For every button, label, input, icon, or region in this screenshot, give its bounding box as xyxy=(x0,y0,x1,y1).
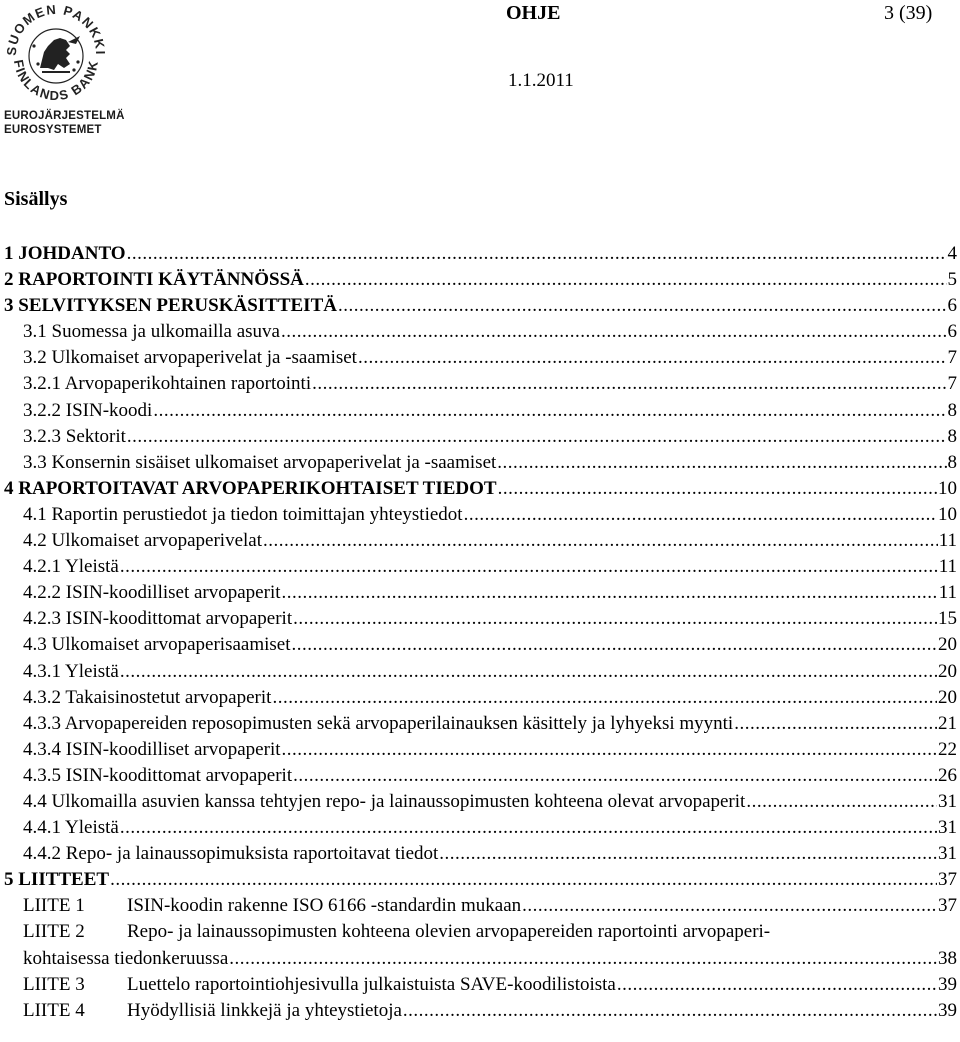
toc-page: 6 xyxy=(947,295,957,317)
toc-page: 4 xyxy=(947,243,957,264)
appendix-code: LIITE 4 xyxy=(23,999,85,1021)
appendix-code: LIITE 3 xyxy=(23,973,85,995)
toc-entry[interactable]: 5 LIITTEET ..... 37 xyxy=(4,867,957,893)
toc-entry[interactable]: 3.2.2 ISIN-koodi ..... 8 xyxy=(4,398,957,424)
toc-entry[interactable]: 4.3.1 Yleistä ..... 20 xyxy=(4,659,957,685)
toc-page: 39 xyxy=(938,999,957,1021)
toc-page: 31 xyxy=(938,817,957,839)
toc-entry[interactable]: 4.3.5 ISIN-koodittomat arvopaperit ..... 26 xyxy=(4,763,957,789)
svg-text:SUOMEN PANKKI: SUOMEN PANKKI xyxy=(4,2,108,57)
document-type: OHJE xyxy=(506,2,561,24)
toc-entry[interactable]: 4.4.1 Yleistä ..... 31 xyxy=(4,815,957,841)
toc-entry[interactable]: 3.2.3 Sektorit ..... 8 xyxy=(4,424,957,450)
toc-page: 20 xyxy=(938,686,957,708)
toc-page: 11 xyxy=(938,530,957,552)
toc-page: 11 xyxy=(938,582,957,604)
appendix-code: LIITE 1 xyxy=(23,895,85,917)
toc-page: 6 xyxy=(947,321,957,343)
toc-page: 8 xyxy=(947,425,957,447)
toc-entry[interactable]: 3.2 Ulkomaiset arvopaperivelat ja -saamiset ..... 7 xyxy=(4,345,957,371)
logo-line-2: EUROSYSTEMET xyxy=(4,124,102,136)
toc-entry[interactable]: 4.2.1 Yleistä ..... 11 xyxy=(4,554,957,580)
logo-line-1: EUROJÄRJESTELMÄ xyxy=(4,110,125,122)
toc-entry[interactable]: 4.2 Ulkomaiset arvopaperivelat ..... 11 xyxy=(4,528,957,554)
toc-page: 37 xyxy=(938,869,957,891)
toc-entry[interactable]: 4.2.3 ISIN-koodittomat arvopaperit ..... 15 xyxy=(4,606,957,632)
toc-entry[interactable]: LIITE 1 ISIN-koodin rakenne ISO 6166 -standardin mukaan ..... 37 xyxy=(4,893,957,919)
toc-entry[interactable]: 3.2.1 Arvopaperikohtainen raportointi ..... 7 xyxy=(4,371,957,397)
toc-entry[interactable]: LIITE 3 Luettelo raportointiohjesivulla julkaistuista SAVE-koodilistoista ..... 39 xyxy=(4,972,957,998)
table-of-contents xyxy=(4,241,957,1024)
page-number: 3 (39) xyxy=(884,2,933,24)
toc-page: 31 xyxy=(938,843,957,865)
document-date: 1.1.2011 xyxy=(508,70,574,91)
toc-page: 38 xyxy=(938,947,957,969)
toc-entry[interactable]: 4.4 Ulkomailla asuvien kanssa tehtyjen repo- ja lainaussopimusten kohteena olevat arvopaperit ..... 31 xyxy=(4,789,957,815)
toc-entry[interactable]: LIITE 4 Hyödyllisiä linkkejä ja yhteystietoja ..... 39 xyxy=(4,998,957,1024)
toc-page: 10 xyxy=(938,477,957,499)
toc-entry[interactable]: 4.4.2 Repo- ja lainaussopimuksista raportoitavat tiedot ..... 31 xyxy=(4,841,957,867)
toc-heading: Sisällys xyxy=(4,188,68,210)
toc-entry[interactable]: 2 RAPORTOINTI KÄYTÄNNÖSSÄ ..... 5 xyxy=(4,267,957,293)
toc-entry[interactable]: 4.3.2 Takaisinostetut arvopaperit ..... 20 xyxy=(4,685,957,711)
toc-entry[interactable]: 3.1 Suomessa ja ulkomailla asuva ..... 6 xyxy=(4,319,957,345)
svg-text:FINLANDS BANK: FINLANDS BANK xyxy=(10,58,102,104)
toc-entry[interactable]: 4.3 Ulkomaiset arvopaperisaamiset ..... 20 xyxy=(4,632,957,658)
toc-entry[interactable]: 4.1 Raportin perustiedot ja tiedon toimittajan yhteystiedot ..... 10 xyxy=(4,502,957,528)
toc-entry[interactable]: 4.2.2 ISIN-koodilliset arvopaperit ..... 11 xyxy=(4,580,957,606)
toc-page: 8 xyxy=(947,399,957,421)
toc-entry[interactable]: 4 RAPORTOITAVAT ARVOPAPERIKOHTAISET TIEDOT ..... 10 xyxy=(4,476,957,502)
toc-page: 37 xyxy=(938,895,957,917)
toc-entry[interactable]: 3 SELVITYKSEN PERUSKÄSITTEITÄ ..... 6 xyxy=(4,293,957,319)
toc-entry[interactable]: 1 JOHDANTO ..... 4 xyxy=(4,241,957,267)
toc-page: 8 xyxy=(947,451,957,473)
toc-page: 7 xyxy=(947,347,957,369)
toc-page: 15 xyxy=(938,608,957,630)
toc-page: 39 xyxy=(938,973,957,995)
toc-entry[interactable]: 4.3.4 ISIN-koodilliset arvopaperit ..... 22 xyxy=(4,737,957,763)
toc-page: 10 xyxy=(938,503,957,525)
toc-entry[interactable]: LIITE 2 Repo- ja lainaussopimusten kohteena olevien arvopapereiden raportointi arvopaperi- xyxy=(4,919,957,945)
toc-entry-continuation[interactable]: kohtaisessa tiedonkeruussa ..... 38 xyxy=(4,946,957,972)
toc-page: 7 xyxy=(947,373,957,395)
toc-page: 21 xyxy=(938,712,957,734)
toc-page: 26 xyxy=(938,764,957,786)
bank-logo xyxy=(4,2,125,138)
toc-page: 31 xyxy=(938,790,957,812)
toc-page: 20 xyxy=(938,660,957,682)
toc-page: 5 xyxy=(947,269,957,291)
toc-entry[interactable]: 4.3.3 Arvopapereiden reposopimusten sekä arvopaperilainauksen käsittely ja lyhyeksi myynti ..... 21 xyxy=(4,711,957,737)
toc-page: 11 xyxy=(938,556,957,578)
toc-entry[interactable]: 3.3 Konsernin sisäiset ulkomaiset arvopaperivelat ja -saamiset ..... 8 xyxy=(4,450,957,476)
lion-seal-icon xyxy=(4,2,108,106)
toc-page: 22 xyxy=(938,738,957,760)
appendix-code: LIITE 2 xyxy=(23,921,85,943)
toc-page: 20 xyxy=(938,634,957,656)
